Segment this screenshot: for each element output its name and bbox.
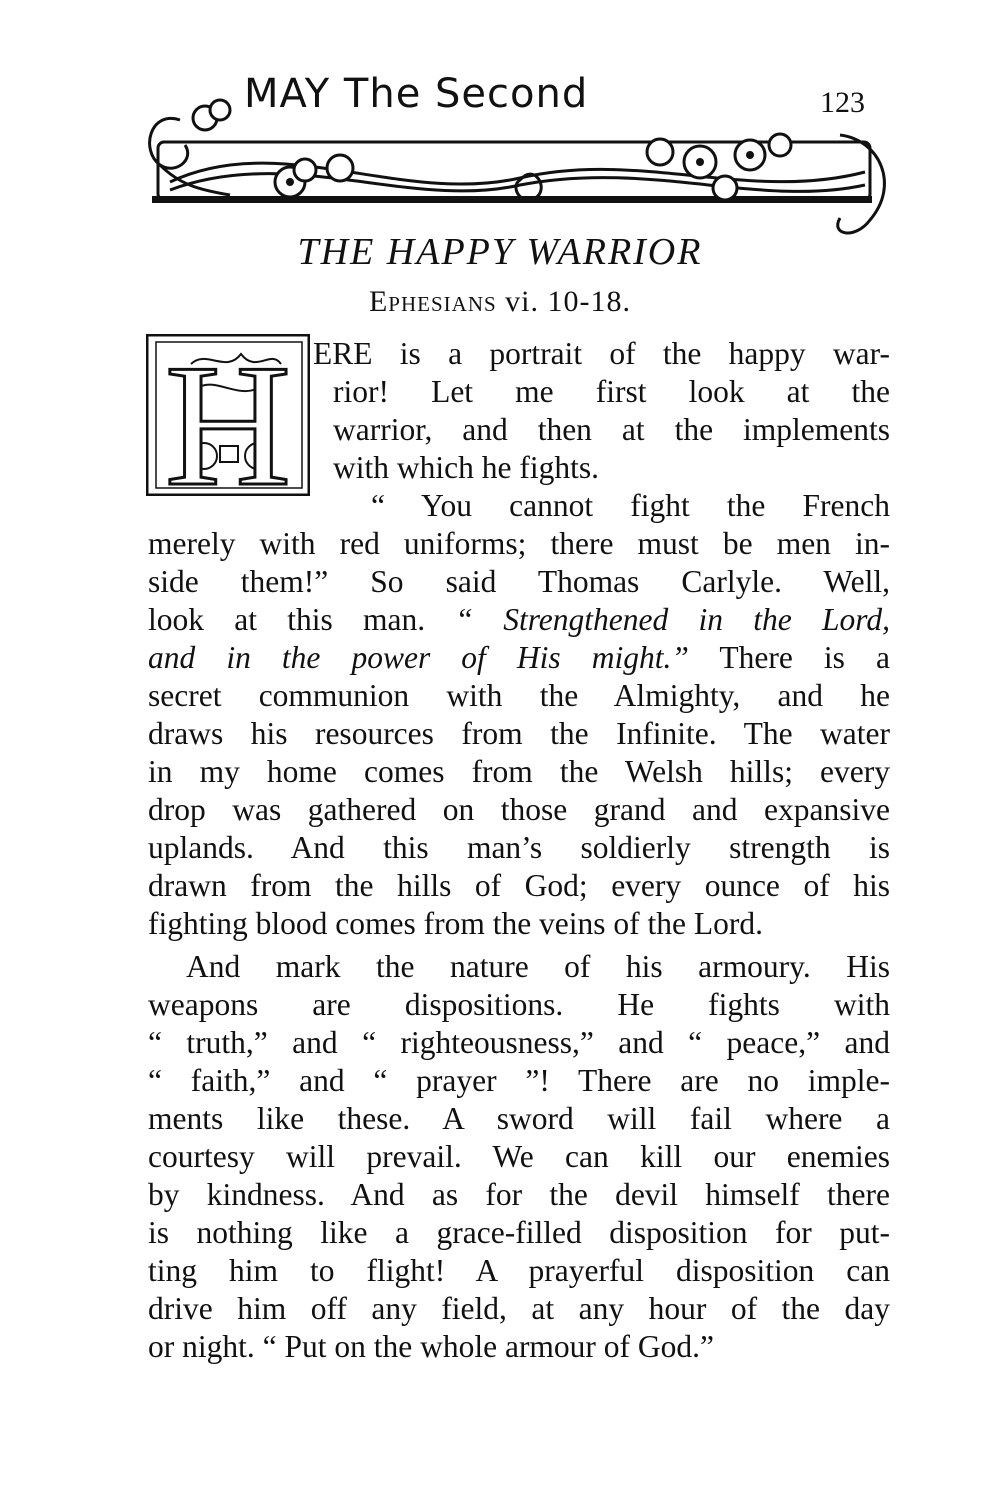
text-line-13: drop was gathered on those grand and expansive	[148, 792, 890, 827]
text-line-12: in my home comes from the Welsh hills; every	[148, 754, 890, 789]
text-line-9-roman: There is a	[688, 640, 891, 675]
text-line-2: rior! Let me first look at the	[333, 374, 890, 409]
text-line-23: by kindness. And as for the devil himself there	[148, 1177, 890, 1212]
header-day: The Second	[343, 71, 589, 117]
reference-book: Ephesians	[368, 285, 497, 318]
text-line-17: And mark the nature of his armoury. His	[186, 949, 890, 984]
header-month: MAY	[244, 71, 331, 117]
text-line-3: warrior, and then at the implements	[333, 412, 890, 447]
text-line-18: weapons are dispositions. He fights with	[148, 987, 890, 1022]
text-line-24: is nothing like a grace-filled disposition for put-	[148, 1215, 890, 1250]
text-line-5: “ You cannot fight the French	[371, 488, 890, 523]
text-line-21: ments like these. A sword will fail where a	[148, 1101, 890, 1136]
text-line-26: drive him off any field, at any hour of the day	[148, 1291, 890, 1326]
scripture-reference	[0, 285, 1000, 319]
text-line-15: drawn from the hills of God; every ounce of his	[148, 868, 890, 903]
floral-banner-ornament	[140, 86, 895, 250]
text-line-25: ting him to flight! A prayerful disposition can	[148, 1253, 890, 1288]
text-line-8	[148, 601, 890, 639]
text-line-8-roman: look at this man.	[148, 602, 456, 637]
text-line-9	[148, 639, 890, 677]
text-line-6: merely with red uniforms; there must be men in-	[148, 526, 890, 561]
text-line-14: uplands. And this man’s soldierly strength is	[148, 830, 890, 865]
text-line-19: “ truth,” and “ righteousness,” and “ peace,” and	[148, 1025, 890, 1060]
text-line-8-italic: “ Strengthened in the Lord,	[455, 602, 890, 637]
reference-passage: vi. 10-18.	[505, 285, 631, 318]
text-line-22: courtesy will prevail. We can kill our enemies	[148, 1139, 890, 1174]
text-line-16: fighting blood comes from the veins of the Lord.	[148, 906, 764, 941]
text-line-10: secret communion with the Almighty, and he	[148, 678, 890, 713]
text-line-20: “ faith,” and “ prayer ”! There are no imple-	[148, 1063, 890, 1098]
ornate-drop-cap	[146, 334, 310, 496]
text-line-4: with which he fights.	[333, 450, 599, 485]
text-line-9-italic: and in the power of His might.”	[148, 640, 689, 675]
page-number: 123	[820, 86, 865, 119]
text-line-1: ERE is a portrait of the happy war-	[313, 336, 890, 371]
drop-cap-letter: H	[164, 334, 292, 496]
text-line-11: draws his resources from the Infinite. The water	[148, 716, 890, 751]
text-line-27: or night. “ Put on the whole armour of God.”	[148, 1329, 715, 1364]
chapter-title: THE HAPPY WARRIOR	[297, 231, 703, 273]
text-line-7: side them!” So said Thomas Carlyle. Well,	[148, 564, 890, 599]
